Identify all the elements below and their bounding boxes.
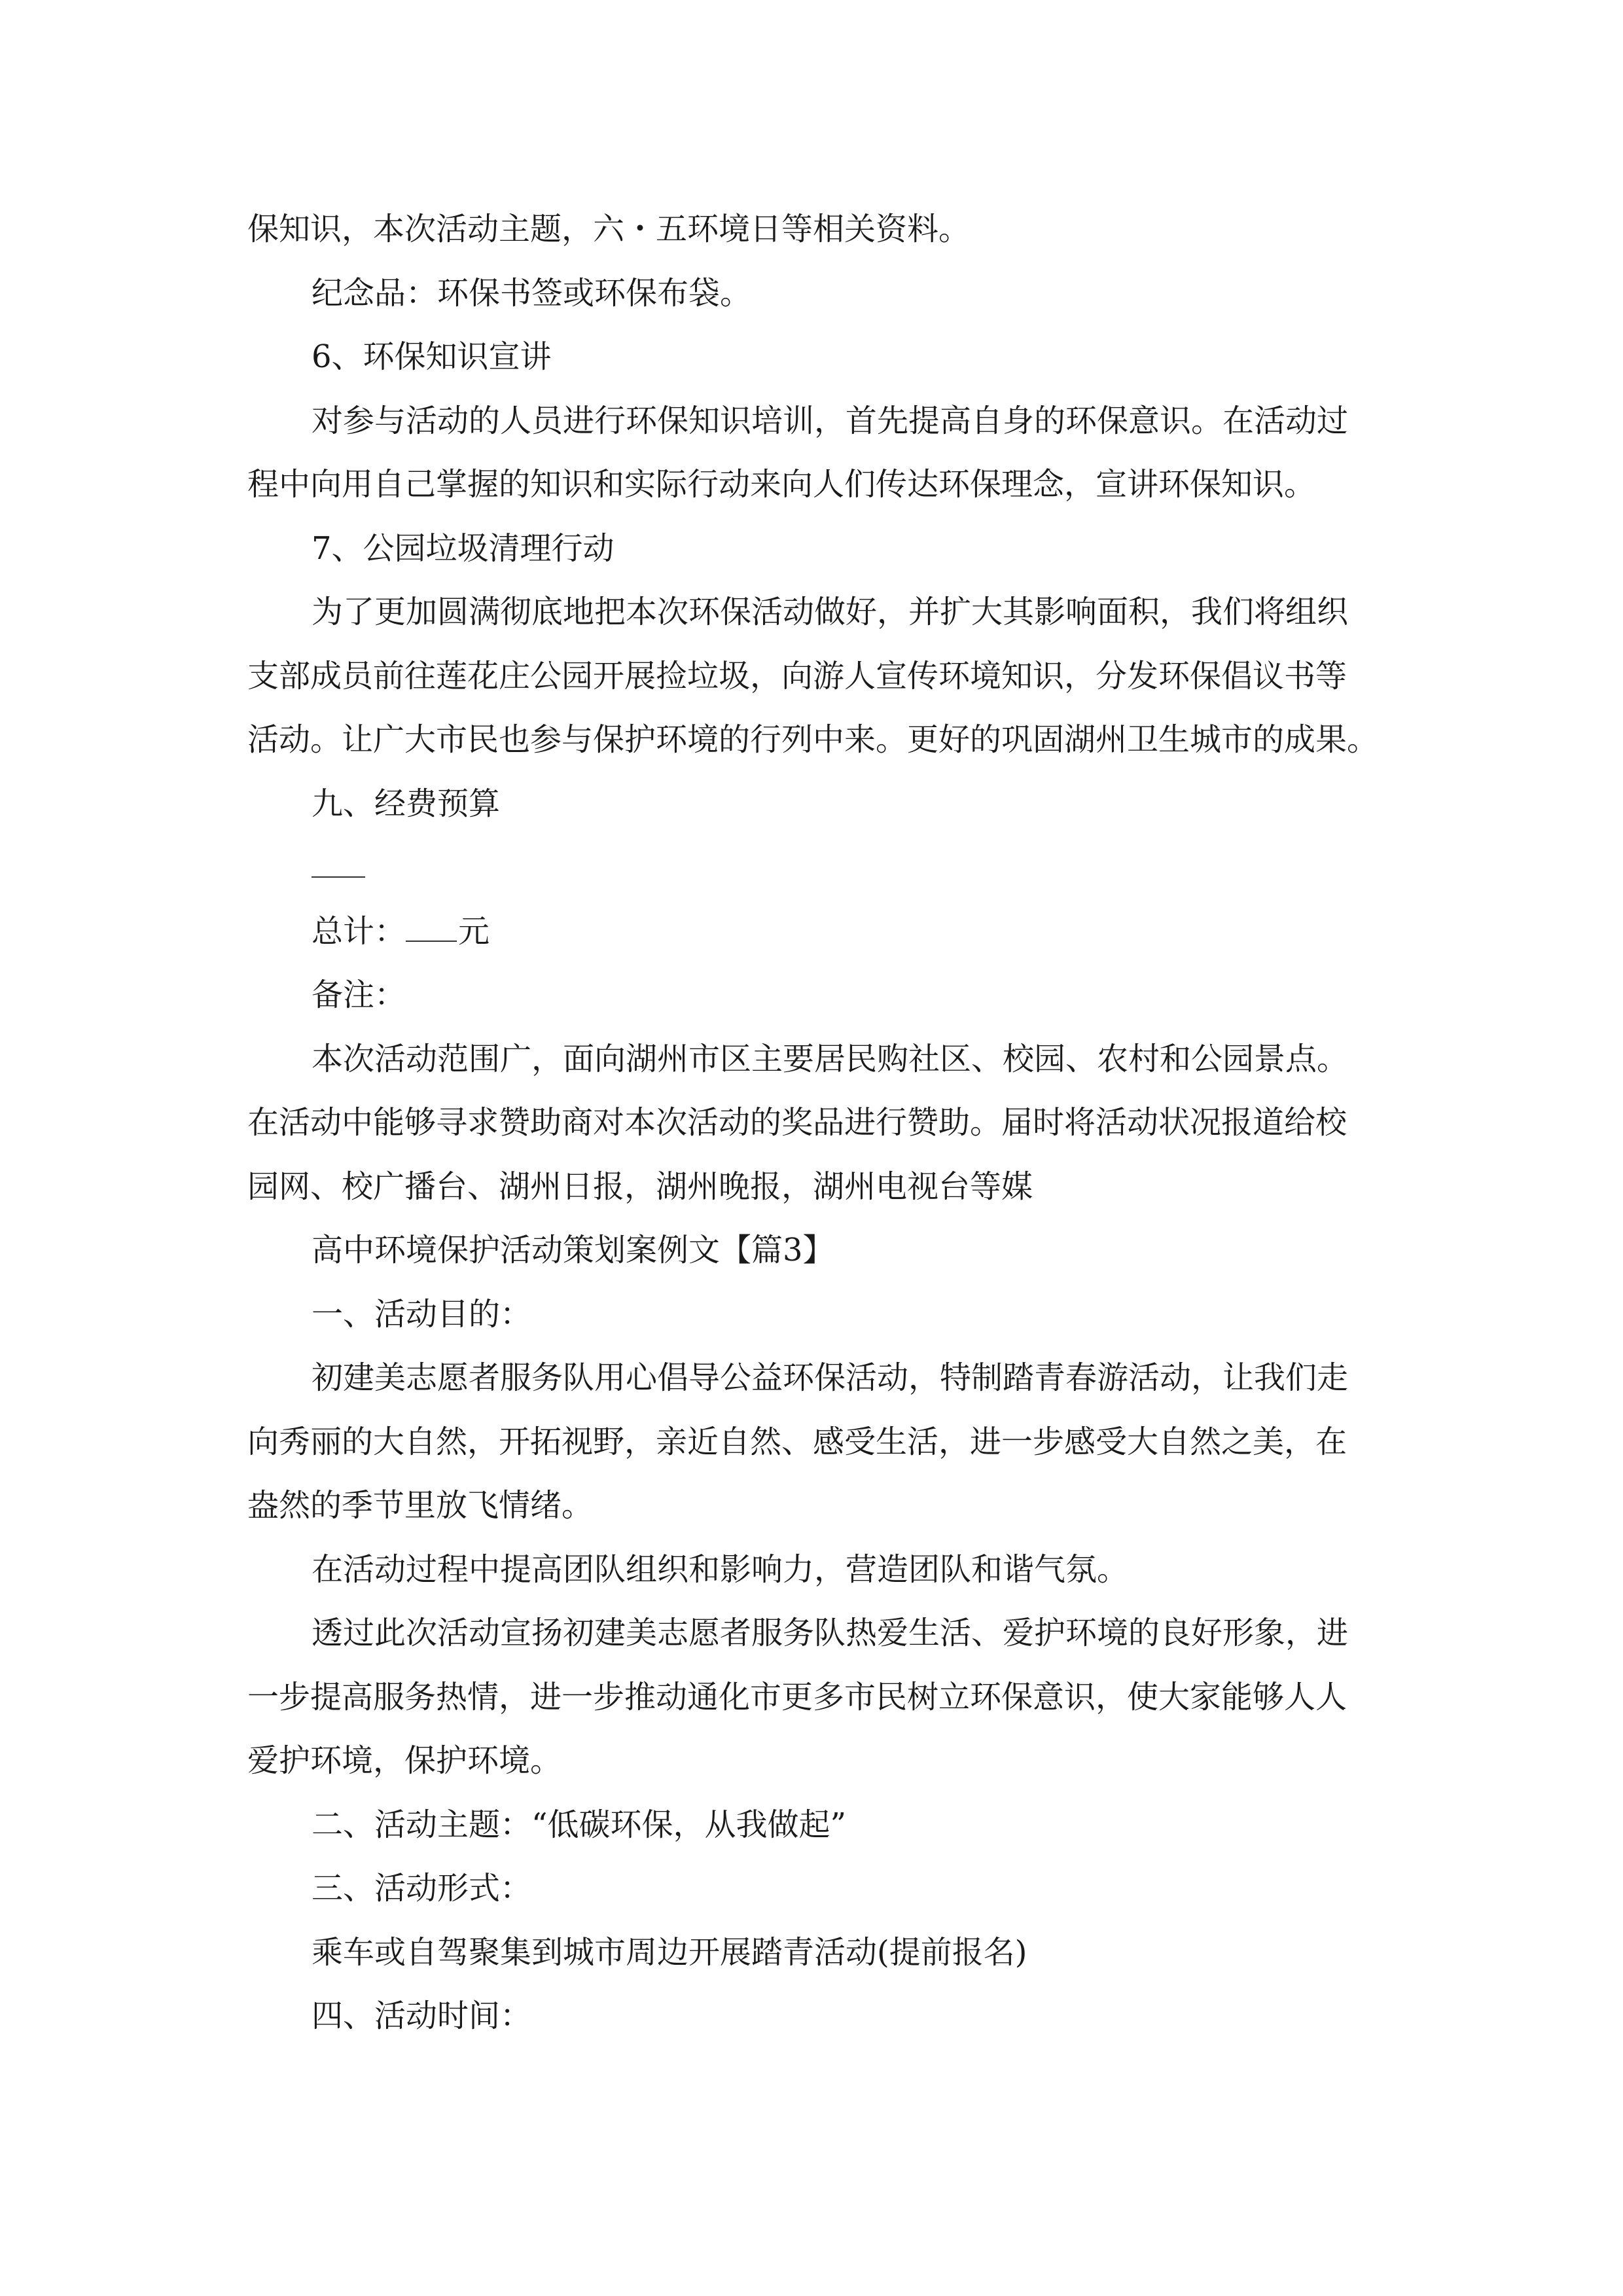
remark-label: 备注： [312, 977, 406, 1013]
text-line: 初建美志愿者服务队用心倡导公益环保活动，特制踏青春游活动，让我们走 [312, 1359, 1349, 1396]
text-line: 纪念品：环保书签或环保布袋。 [312, 274, 752, 312]
total-label: 总计： [312, 912, 406, 950]
text-line: 支部成员前往莲花庄公园开展捡垃圾，向游人宣传环境知识，分发环保倡议书等 [247, 657, 1347, 694]
article-title: 高中环境保护活动策划案例文【篇3】 [312, 1232, 834, 1268]
text-line: 活动。让广大市民也参与保护环境的行列中来。更好的巩固湖州卫生城市的成果。 [247, 721, 1379, 758]
section-heading: 九、经费预算 [312, 785, 501, 822]
text-line: 向秀丽的大自然，开拓视野，亲近自然、感受生活，进一步感受大自然之美，在 [247, 1423, 1347, 1460]
text-line: 本次活动范围广，面向湖州市区主要居民购社区、校园、农村和公园景点。 [312, 1040, 1349, 1077]
budget-blank-line [247, 836, 1399, 900]
text-line: 为了更加圆满彻底地把本次环保活动做好，并扩大其影响面积，我们将组织 [312, 594, 1349, 630]
section-heading: 一、活动目的： [312, 1295, 532, 1333]
text-line: 盎然的季节里放飞情绪。 [247, 1487, 594, 1524]
document-body [247, 198, 1399, 2049]
fill-in-blank [406, 900, 457, 942]
text-line: 程中向用自己掌握的知识和实际行动来向人们传达环保理念，宣讲环保知识。 [247, 466, 1316, 503]
text-line: 一步提高服务热情，进一步推动通化市更多市民树立环保意识，使大家能够人人 [247, 1678, 1347, 1715]
total-unit: 元 [458, 912, 490, 950]
text-line: 乘车或自驾聚集到城市周边开展踏青活动(提前报名) [312, 1933, 1027, 1971]
section-heading: 四、活动时间： [312, 1998, 532, 2034]
section-heading: 6、环保知识宣讲 [312, 338, 552, 375]
text-line: 在活动中能够寻求赞助商对本次活动的奖品进行赞助。届时将活动状况报道给校 [247, 1104, 1347, 1141]
text-line: 在活动过程中提高团队组织和影响力，营造团队和谐气氛。 [312, 1551, 1129, 1588]
text-line: 透过此次活动宣扬初建美志愿者服务队热爱生活、爱护环境的良好形象，进 [312, 1615, 1349, 1651]
section-heading: 7、公园垃圾清理行动 [312, 529, 615, 567]
text-line: 爱护环境，保护环境。 [247, 1742, 562, 1779]
text-line: 保知识，本次活动主题，六・五环境日等相关资料。 [247, 211, 971, 247]
budget-total-line [247, 900, 1399, 964]
section-heading: 三、活动形式： [312, 1870, 532, 1907]
section-heading: 二、活动主题：“低碳环保，从我做起” [312, 1806, 847, 1843]
text-line: 园网、校广播台、湖州日报，湖州晚报，湖州电视台等媒 [247, 1168, 1033, 1205]
fill-in-blank [312, 836, 365, 878]
text-line: 对参与活动的人员进行环保知识培训，首先提高自身的环保意识。在活动过 [312, 402, 1349, 439]
